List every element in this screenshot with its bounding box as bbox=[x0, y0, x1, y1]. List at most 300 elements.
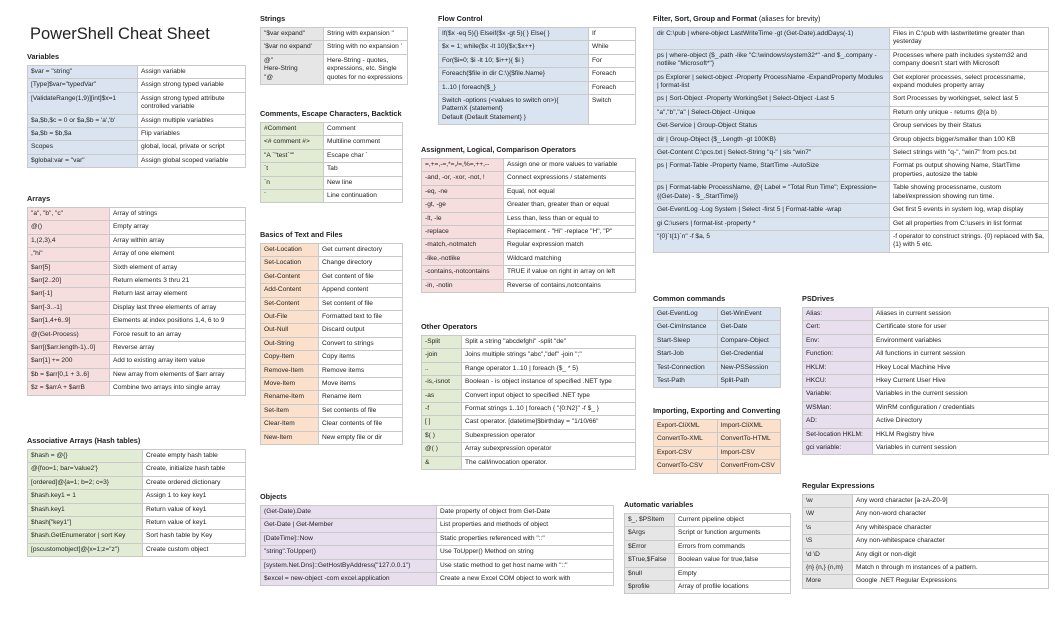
description-cell: Comment bbox=[324, 123, 403, 136]
table-row bbox=[261, 532, 614, 545]
page-title: PowerShell Cheat Sheet bbox=[30, 25, 210, 44]
table-row bbox=[422, 199, 636, 212]
table-row bbox=[654, 375, 781, 388]
code-cell: $hash.GetEnumerator | sort Key bbox=[28, 530, 143, 543]
variables-section bbox=[27, 52, 246, 168]
code-cell: Env: bbox=[803, 334, 873, 347]
code-cell: "string".ToUpper() bbox=[261, 546, 437, 559]
description-cell: Sort hash table by Key bbox=[143, 530, 246, 543]
description-cell: Elements at index positions 1,4, 6 to 9 bbox=[110, 315, 246, 328]
table-row bbox=[261, 257, 403, 270]
command-cell: Get-EventLog bbox=[654, 308, 718, 321]
description-cell: Get explorer processes, select processname, expand modules property array bbox=[890, 71, 1049, 93]
code-cell: $Args bbox=[625, 527, 675, 540]
code-cell: $profile bbox=[625, 581, 675, 594]
table-row bbox=[439, 41, 636, 54]
code-cell: @() bbox=[28, 221, 110, 234]
section-title: PSDrives bbox=[802, 294, 835, 303]
table-row bbox=[28, 301, 246, 314]
table-row bbox=[28, 128, 246, 141]
description-cell: Formatted text to file bbox=[319, 311, 403, 324]
description-cell: Assign one or more values to variable bbox=[504, 159, 636, 172]
description-cell: Copy items bbox=[319, 351, 403, 364]
code-cell: HKCU: bbox=[803, 375, 873, 388]
table-row bbox=[803, 442, 1049, 455]
code-cell: #Comment bbox=[261, 123, 324, 136]
table-row bbox=[654, 460, 781, 473]
table-row bbox=[422, 443, 636, 456]
description-cell: Get all properties from C:\users in list format bbox=[890, 217, 1049, 230]
section-title bbox=[653, 14, 1049, 23]
table-row bbox=[422, 252, 636, 265]
code-cell: @{foo=1; bar='value2'} bbox=[28, 463, 143, 476]
description-cell: New array from elements of $arr array bbox=[110, 368, 246, 381]
table-row bbox=[654, 147, 1049, 160]
table-row bbox=[654, 446, 781, 459]
table-row bbox=[28, 355, 246, 368]
description-cell: String with no expansion ' bbox=[324, 41, 408, 54]
code-cell: -and, -or, -xor, -not, ! bbox=[422, 172, 504, 185]
code-cell: -as bbox=[422, 389, 462, 402]
code-cell: -gt, -ge bbox=[422, 199, 504, 212]
table-row bbox=[654, 204, 1049, 217]
objects-table bbox=[260, 505, 614, 586]
filter-heading: Filter, Sort, Group and Format bbox=[653, 14, 757, 23]
code-cell: Add-Content bbox=[261, 284, 319, 297]
automatic-variables-table bbox=[624, 513, 791, 594]
table-row bbox=[654, 230, 1049, 252]
code-cell: gi C:\users | format-list -property * bbox=[654, 217, 890, 230]
code-cell: \W bbox=[803, 508, 853, 521]
description-cell: Group services by their Status bbox=[890, 120, 1049, 133]
description-cell: Replacement - "Hi" -replace "H", "P" bbox=[504, 226, 636, 239]
code-cell: Cert: bbox=[803, 321, 873, 334]
code-cell: $arr[5] bbox=[28, 261, 110, 274]
code-cell: Variable: bbox=[803, 388, 873, 401]
section-title: Variables bbox=[27, 52, 60, 61]
code-cell: "A `"test`"" bbox=[261, 149, 324, 162]
description-cell: Regular expression match bbox=[504, 239, 636, 252]
table-row bbox=[28, 261, 246, 274]
table-row bbox=[261, 54, 408, 84]
code-cell: $hash.key1 = 1 bbox=[28, 490, 143, 503]
description-cell: Assign 1 to key key1 bbox=[143, 490, 246, 503]
description-cell: Return elements 3 thru 21 bbox=[110, 275, 246, 288]
code-cell: For($i=0; $i -lt 10; $i++){ $i } bbox=[439, 54, 589, 67]
code-cell: Remove-Item bbox=[261, 364, 319, 377]
code-cell: HKLM: bbox=[803, 361, 873, 374]
code-cell: Out-File bbox=[261, 311, 319, 324]
code-cell: $x = 1; while($x -lt 10){$x;$x++} bbox=[439, 41, 589, 54]
code-cell: =,+=,-=,*=,/=,%=,++,-- bbox=[422, 159, 504, 172]
description-cell: Any word character [a-zA-Z0-9] bbox=[853, 495, 1049, 508]
table-row bbox=[28, 114, 246, 127]
table-row bbox=[28, 248, 246, 261]
code-cell: $arr[($arr.length-1)..0] bbox=[28, 342, 110, 355]
table-row bbox=[28, 450, 246, 463]
code-cell: $global:var = "var" bbox=[28, 154, 138, 167]
description-cell: Return last array element bbox=[110, 288, 246, 301]
table-row bbox=[654, 321, 781, 334]
code-cell: $z = $arrA + $arrB bbox=[28, 382, 110, 395]
description-cell: Return value of key1 bbox=[143, 517, 246, 530]
code-cell: Move-Item bbox=[261, 378, 319, 391]
table-row bbox=[261, 163, 403, 176]
table-row bbox=[422, 185, 636, 198]
objects-section bbox=[260, 492, 614, 586]
description-cell: global, local, private or script bbox=[138, 141, 246, 154]
table-row bbox=[439, 95, 636, 125]
table-row bbox=[28, 275, 246, 288]
table-row bbox=[422, 456, 636, 469]
table-row bbox=[28, 476, 246, 489]
table-row bbox=[803, 521, 1049, 534]
table-row bbox=[422, 212, 636, 225]
table-row bbox=[28, 530, 246, 543]
code-cell: ps Explorer | select-object -Property ProcessName -ExpandProperty Modules | format-list bbox=[654, 71, 890, 93]
description-cell: Use ToUpper() Method on string bbox=[437, 546, 614, 559]
description-cell: Split a string "abcdefghi" -split "de" bbox=[462, 336, 636, 349]
table-row bbox=[261, 28, 408, 41]
command-cell: New-PSSession bbox=[717, 361, 781, 374]
description-cell: Hkey Current User Hive bbox=[873, 375, 1049, 388]
code-cell: $null bbox=[625, 567, 675, 580]
table-row bbox=[803, 575, 1049, 588]
table-row bbox=[803, 348, 1049, 361]
code-cell: "$var expand" bbox=[261, 28, 324, 41]
code-cell: '$var no expand' bbox=[261, 41, 324, 54]
table-row bbox=[261, 297, 403, 310]
filter-subheading: (aliases for brevity) bbox=[758, 14, 821, 23]
operators-section bbox=[421, 145, 636, 293]
code-cell: -join bbox=[422, 349, 462, 362]
description-cell: Sort Processes by workingset, select last 5 bbox=[890, 93, 1049, 106]
section-title: Importing, Exporting and Converting bbox=[653, 406, 781, 415]
description-cell: List properties and methods of object bbox=[437, 519, 614, 532]
psdrives-table bbox=[802, 307, 1049, 455]
description-cell: Empty array bbox=[110, 221, 246, 234]
description-cell: Create ordered dictionary bbox=[143, 476, 246, 489]
description-cell: String with expansion " bbox=[324, 28, 408, 41]
table-row bbox=[28, 543, 246, 556]
description-cell: New line bbox=[324, 176, 403, 189]
description-cell: Connect expressions / statements bbox=[504, 172, 636, 185]
table-row bbox=[28, 503, 246, 516]
table-row bbox=[28, 517, 246, 530]
table-row bbox=[28, 221, 246, 234]
code-cell: Get-Content bbox=[261, 270, 319, 283]
description-cell: TRUE if value on right in array on left bbox=[504, 266, 636, 279]
table-row bbox=[261, 519, 614, 532]
description-cell: Array of strings bbox=[110, 208, 246, 221]
table-row bbox=[261, 311, 403, 324]
table-row bbox=[439, 68, 636, 81]
section-title: Flow Control bbox=[438, 14, 483, 23]
command-cell: Import-CliXML bbox=[717, 420, 781, 433]
description-cell: Get content of file bbox=[319, 270, 403, 283]
table-row bbox=[261, 559, 614, 572]
description-cell: Empty bbox=[675, 567, 791, 580]
table-row bbox=[28, 92, 246, 114]
code-cell: Scopes bbox=[28, 141, 138, 154]
table-row bbox=[803, 428, 1049, 441]
table-row bbox=[261, 573, 614, 586]
table-row bbox=[422, 362, 636, 375]
table-row bbox=[261, 506, 614, 519]
section-title: Other Operators bbox=[421, 322, 478, 331]
table-row bbox=[422, 239, 636, 252]
table-row bbox=[422, 336, 636, 349]
command-cell: Import-CSV bbox=[717, 446, 781, 459]
description-cell: Google .NET Regular Expressions bbox=[853, 575, 1049, 588]
description-cell: HKLM Registry hive bbox=[873, 428, 1049, 441]
command-cell: Start-Sleep bbox=[654, 334, 718, 347]
code-cell: -f bbox=[422, 403, 462, 416]
description-cell: Create a new Excel COM object to work with bbox=[437, 573, 614, 586]
code-cell: $arr[1,4+6..9] bbox=[28, 315, 110, 328]
description-cell: Any digit or non-digit bbox=[853, 548, 1049, 561]
code-cell: .. bbox=[422, 362, 462, 375]
description-cell: Reverse array bbox=[110, 342, 246, 355]
table-row bbox=[654, 120, 1049, 133]
code-cell: $arr[-3..-1] bbox=[28, 301, 110, 314]
code-cell: $arr[2..20] bbox=[28, 275, 110, 288]
table-row bbox=[625, 514, 791, 527]
text-files-section bbox=[260, 230, 403, 445]
table-row bbox=[439, 28, 636, 41]
code-cell: $hash = @{} bbox=[28, 450, 143, 463]
table-row bbox=[28, 208, 246, 221]
description-cell: Format ps output showing Name, StartTime properties, autosize the table bbox=[890, 160, 1049, 182]
code-cell: {n} {n,} {n,m} bbox=[803, 562, 853, 575]
code-cell: "{0}`t{1}`n" -f $a, 5 bbox=[654, 230, 890, 252]
description-cell: Joins multiple strings "abc","def" -join ";" bbox=[462, 349, 636, 362]
table-row bbox=[803, 388, 1049, 401]
code-cell: $arr[1] += 200 bbox=[28, 355, 110, 368]
description-cell: Wildcard matching bbox=[504, 252, 636, 265]
code-cell: $hash.key1 bbox=[28, 503, 143, 516]
command-cell: ConvertFrom-CSV bbox=[717, 460, 781, 473]
table-row bbox=[422, 416, 636, 429]
table-row bbox=[439, 81, 636, 94]
table-row bbox=[803, 415, 1049, 428]
table-row bbox=[625, 581, 791, 594]
regex-table bbox=[802, 494, 1049, 589]
command-cell: Export-CliXML bbox=[654, 420, 718, 433]
table-row bbox=[803, 508, 1049, 521]
comments-section bbox=[260, 109, 403, 203]
description-cell: Convert to strings bbox=[319, 337, 403, 350]
hash-tables-table bbox=[27, 449, 246, 557]
code-cell: WSMan: bbox=[803, 401, 873, 414]
section-title: Regular Expressions bbox=[802, 481, 875, 490]
code-cell: ps | where-object {$_.path -like "C:\windows\system32*" -and $_.company -notlike "Microsoft*"} bbox=[654, 49, 890, 71]
table-row bbox=[654, 49, 1049, 71]
table-row bbox=[28, 79, 246, 92]
code-cell: \d \D bbox=[803, 548, 853, 561]
table-row bbox=[654, 433, 781, 446]
variables-table bbox=[27, 65, 246, 168]
table-row bbox=[261, 404, 403, 417]
table-row bbox=[654, 133, 1049, 146]
operators-table bbox=[421, 158, 636, 293]
code-cell: More bbox=[803, 575, 853, 588]
other-operators-section bbox=[421, 322, 636, 470]
description-cell: Any non-word character bbox=[853, 508, 1049, 521]
code-cell: [system.Net.Dns]::GetHostByAddress("127.0.0.1") bbox=[261, 559, 437, 572]
description-cell: Array within array bbox=[110, 234, 246, 247]
description-cell: Sixth element of array bbox=[110, 261, 246, 274]
table-row bbox=[654, 308, 781, 321]
table-row bbox=[261, 351, 403, 364]
table-row bbox=[261, 123, 403, 136]
table-row bbox=[422, 403, 636, 416]
description-cell: Display last three elements of array bbox=[110, 301, 246, 314]
code-cell: [DateTime]::Now bbox=[261, 532, 437, 545]
code-cell: $excel = new-object -com excel.application bbox=[261, 573, 437, 586]
command-cell: Get-WinEvent bbox=[717, 308, 781, 321]
code-cell: [ordered]@{a=1; b=2; c=3} bbox=[28, 476, 143, 489]
code-cell: Foreach($file in dir C:\){$file.Name} bbox=[439, 68, 589, 81]
code-cell: $arr[-1] bbox=[28, 288, 110, 301]
table-row bbox=[261, 136, 403, 149]
description-cell: Errors from commands bbox=[675, 540, 791, 553]
table-row bbox=[803, 401, 1049, 414]
description-cell: Array of one element bbox=[110, 248, 246, 261]
table-row bbox=[261, 190, 403, 203]
code-cell: Function: bbox=[803, 348, 873, 361]
description-cell: Format strings 1..10 | foreach { "{0:N2}" -f $_ } bbox=[462, 403, 636, 416]
description-cell: Assign multiple variables bbox=[138, 114, 246, 127]
description-cell: Less than, less than or equal to bbox=[504, 212, 636, 225]
description-cell: Select strings with "q-", "win7" from pcs.txt bbox=[890, 147, 1049, 160]
description-cell: Switch bbox=[589, 95, 636, 125]
code-cell: Copy-Item bbox=[261, 351, 319, 364]
description-cell: Flip variables bbox=[138, 128, 246, 141]
table-row bbox=[261, 41, 408, 54]
table-row bbox=[803, 308, 1049, 321]
code-cell: -replace bbox=[422, 226, 504, 239]
code-cell: ps | Format-table ProcessName, @{ Label = "Total Run Time"; Expression={(Get-Date) - $_.StartTime}} bbox=[654, 182, 890, 204]
code-cell: & bbox=[422, 456, 462, 469]
code-cell: @( ) bbox=[422, 443, 462, 456]
table-row bbox=[261, 364, 403, 377]
description-cell: Tab bbox=[324, 163, 403, 176]
description-cell: Create custom object bbox=[143, 543, 246, 556]
code-cell: Switch -options (<values to switch on>){ PatternX {statement} Default {Default Statement} } bbox=[439, 95, 589, 125]
description-cell: Assign global scoped variable bbox=[138, 154, 246, 167]
description-cell: -f operator to construct strings. {0} replaced with $a, {1} with 5 etc. bbox=[890, 230, 1049, 252]
code-cell: "a","b","a" | Select-Object -Unique bbox=[654, 106, 890, 119]
table-row bbox=[261, 546, 614, 559]
table-row bbox=[28, 288, 246, 301]
description-cell: Use static method to get host name with "::" bbox=[437, 559, 614, 572]
description-cell: Set contents of file bbox=[319, 404, 403, 417]
description-cell: Variables in the current session bbox=[873, 388, 1049, 401]
table-row bbox=[654, 182, 1049, 204]
importing-table bbox=[653, 419, 781, 474]
table-row bbox=[654, 361, 781, 374]
description-cell: Script or function arguments bbox=[675, 527, 791, 540]
command-cell: ConvertTo-CSV bbox=[654, 460, 718, 473]
code-cell: Rename-Item bbox=[261, 391, 319, 404]
table-row bbox=[654, 160, 1049, 182]
text-files-table bbox=[260, 243, 403, 445]
table-row bbox=[803, 361, 1049, 374]
table-row bbox=[654, 106, 1049, 119]
automatic-variables-section bbox=[624, 500, 791, 594]
command-cell: ConvertTo-HTML bbox=[717, 433, 781, 446]
code-cell: If($x -eq 5){} Elseif($x -gt 5){ } Else{ } bbox=[439, 28, 589, 41]
table-row bbox=[261, 284, 403, 297]
description-cell: Hkey Local Machine Hive bbox=[873, 361, 1049, 374]
code-cell: -in, -notin bbox=[422, 279, 504, 292]
description-cell: Discard output bbox=[319, 324, 403, 337]
description-cell: Multiline comment bbox=[324, 136, 403, 149]
table-row bbox=[625, 527, 791, 540]
code-cell: Out-Null bbox=[261, 324, 319, 337]
code-cell: $_, $PSItem bbox=[625, 514, 675, 527]
section-title: Automatic variables bbox=[624, 500, 694, 509]
section-title: Arrays bbox=[27, 194, 51, 203]
table-row bbox=[28, 463, 246, 476]
code-cell: @" Here-String "@ bbox=[261, 54, 324, 84]
code-cell: Set-Content bbox=[261, 297, 319, 310]
code-cell: [pscustomobject]@{x=1;z="z"} bbox=[28, 543, 143, 556]
table-row bbox=[261, 176, 403, 189]
code-cell: -match,-notmatch bbox=[422, 239, 504, 252]
description-cell: Force result to an array bbox=[110, 328, 246, 341]
flow-control-section bbox=[438, 14, 636, 125]
code-cell: "a", "b", "c" bbox=[28, 208, 110, 221]
description-cell: Remove items bbox=[319, 364, 403, 377]
code-cell: Set-Location bbox=[261, 257, 319, 270]
arrays-section bbox=[27, 194, 246, 396]
description-cell: Processes where path includes system32 and company doesn't start with Microsoft bbox=[890, 49, 1049, 71]
arrays-table bbox=[27, 207, 246, 396]
description-cell: Get current directory bbox=[319, 244, 403, 257]
table-row bbox=[422, 226, 636, 239]
code-cell: (Get-Date).Date bbox=[261, 506, 437, 519]
description-cell: Reverse of contains,notcontains bbox=[504, 279, 636, 292]
code-cell: Get-Location bbox=[261, 244, 319, 257]
code-cell: New-Item bbox=[261, 431, 319, 444]
table-row bbox=[28, 490, 246, 503]
description-cell: Assign variable bbox=[138, 66, 246, 79]
table-row bbox=[28, 141, 246, 154]
description-cell: Add to existing array item value bbox=[110, 355, 246, 368]
description-cell: Move items bbox=[319, 378, 403, 391]
table-row bbox=[422, 376, 636, 389]
code-cell: -eq, -ne bbox=[422, 185, 504, 198]
code-cell: \w bbox=[803, 495, 853, 508]
code-cell: -lt, -le bbox=[422, 212, 504, 225]
description-cell: Aliases in current session bbox=[873, 308, 1049, 321]
command-cell: Split-Path bbox=[717, 375, 781, 388]
code-cell: $True,$False bbox=[625, 554, 675, 567]
code-cell: -contains,-notcontains bbox=[422, 266, 504, 279]
section-title: Common commands bbox=[653, 294, 726, 303]
code-cell: [ ] bbox=[422, 416, 462, 429]
description-cell: Get first 5 events in system log, wrap display bbox=[890, 204, 1049, 217]
table-row bbox=[654, 420, 781, 433]
description-cell: Environment variables bbox=[873, 334, 1049, 347]
table-row bbox=[654, 28, 1049, 50]
code-cell: Get-Content C:\pcs.txt | Select-String "q-" | sls "win7" bbox=[654, 147, 890, 160]
command-cell: Get-CimInstance bbox=[654, 321, 718, 334]
command-cell: Compare-Object bbox=[717, 334, 781, 347]
table-row bbox=[28, 368, 246, 381]
